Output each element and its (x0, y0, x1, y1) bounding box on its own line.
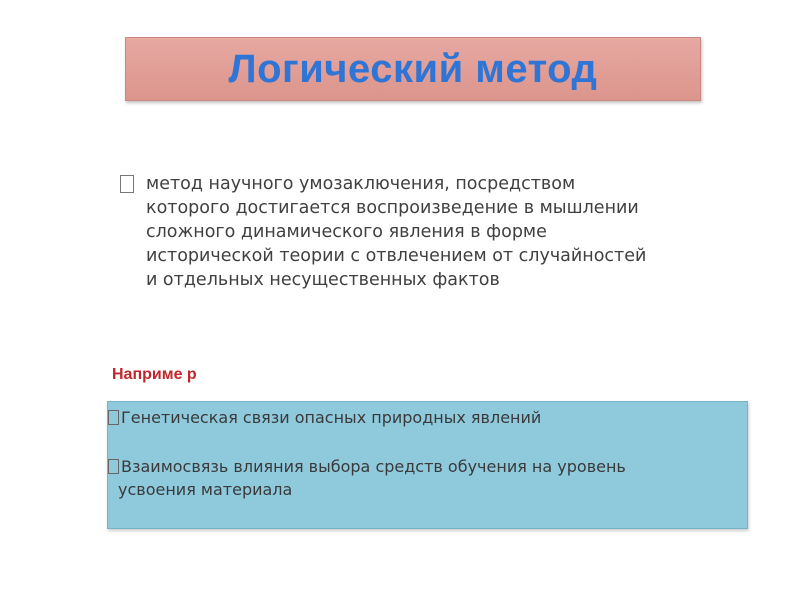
example-text-continuation: усвоения материала (118, 480, 293, 499)
example-text: Взаимосвязь влияния выбора средств обучения на уровень (121, 457, 626, 476)
example-item (108, 406, 738, 429)
title-banner (125, 37, 701, 101)
square-bullet-icon (108, 459, 119, 474)
square-bullet-icon (108, 410, 119, 425)
example-item (108, 455, 738, 501)
square-bullet-icon (120, 175, 134, 193)
example-text: Генетическая связи опасных природных явлений (121, 408, 542, 427)
definition-line: исторической теории с отвлечением от случайностей (146, 246, 647, 266)
definition-block (120, 172, 720, 292)
definition-line: сложного динамического явления в форме (146, 222, 547, 242)
examples-box (107, 401, 748, 529)
example-label: Наприме р (112, 366, 197, 383)
page-title: Логический метод (228, 46, 598, 91)
definition-line: метод научного умозаключения, посредством (146, 174, 576, 194)
definition-line: которого достигается воспроизведение в мышлении (146, 198, 639, 218)
definition-line: и отдельных несущественных фактов (146, 270, 500, 290)
